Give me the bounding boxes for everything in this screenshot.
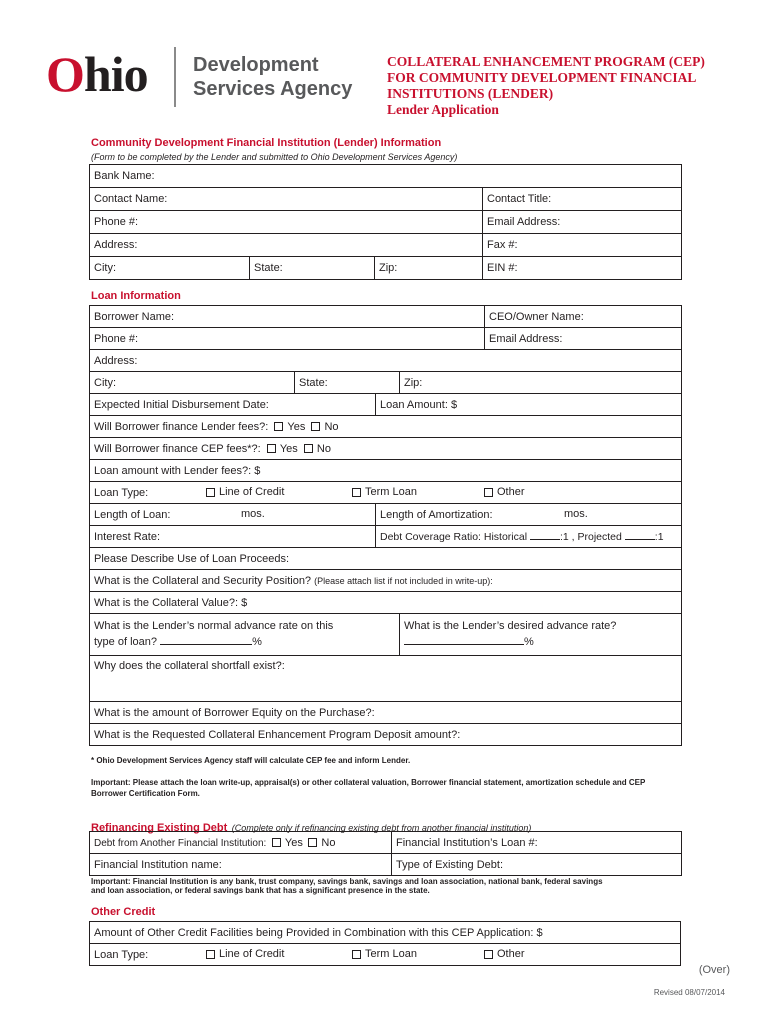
borrower-equity-field[interactable]: What is the amount of Borrower Equity on the Purchase?:: [90, 702, 682, 724]
over-indicator: (Over): [698, 964, 730, 976]
debt-from-other-institution-field: Debt from Another Financial Institution: Yes No: [90, 832, 392, 854]
type-of-debt-field[interactable]: Type of Existing Debt:: [392, 854, 682, 876]
borrower-name-field[interactable]: Borrower Name:: [90, 306, 485, 328]
finance-lender-fees-row: Will Borrower finance Lender fees?: Yes No: [90, 416, 682, 438]
loan-section-title: Loan Information: [91, 290, 181, 302]
refinancing-important-note: Important: Financial Institution is any bank, trust company, savings bank, savings and loan association, national bank, federal savings and loan association, or federal savings bank that has a significant presence in the state.: [91, 877, 603, 895]
other-credit-amount-field[interactable]: Amount of Other Credit Facilities being Provided in Combination with this CEP Application: $: [90, 922, 681, 944]
term-loan-checkbox[interactable]: [352, 488, 361, 497]
refinancing-heading: Refinancing Existing Debt (Complete only if refinancing existing debt from another financial institution): [91, 822, 532, 834]
line-of-credit-checkbox[interactable]: [206, 488, 215, 497]
lender-city-field[interactable]: City:: [90, 257, 250, 280]
other-credit-other-checkbox[interactable]: [484, 950, 493, 959]
lender-phone-field[interactable]: Phone #:: [90, 211, 483, 234]
lender-state-field[interactable]: State:: [250, 257, 375, 280]
collateral-value-field[interactable]: What is the Collateral Value?: $: [90, 592, 682, 614]
lender-address-field[interactable]: Address:: [90, 234, 483, 257]
other-loan-checkbox[interactable]: [484, 488, 493, 497]
refi-no-checkbox[interactable]: [308, 838, 317, 847]
lender-fees-yes-checkbox[interactable]: [274, 422, 283, 431]
lender-ein-field[interactable]: EIN #:: [483, 257, 682, 280]
borrower-city-field[interactable]: City:: [90, 372, 295, 394]
ceo-name-field[interactable]: CEO/Owner Name:: [485, 306, 682, 328]
borrower-state-field[interactable]: State:: [295, 372, 400, 394]
borrower-address-field[interactable]: Address:: [90, 350, 682, 372]
cep-fees-no-checkbox[interactable]: [304, 444, 313, 453]
institution-loan-number-field[interactable]: Financial Institution’s Loan #:: [392, 832, 682, 854]
contact-name-field[interactable]: Contact Name:: [90, 188, 483, 211]
logo-divider: [174, 47, 176, 107]
loan-amount-with-fees-field[interactable]: Loan amount with Lender fees?: $: [90, 460, 682, 482]
lender-section-subtitle: (Form to be completed by the Lender and submitted to Ohio Development Services Agency): [91, 152, 458, 162]
use-of-proceeds-field[interactable]: Please Describe Use of Loan Proceeds:: [90, 548, 682, 570]
collateral-shortfall-field[interactable]: Why does the collateral shortfall exist?:: [90, 656, 682, 702]
agency-name: [193, 53, 352, 101]
cep-fee-footnote: * Ohio Development Services Agency staff will calculate CEP fee and inform Lender.: [91, 756, 411, 765]
contact-title-field[interactable]: Contact Title:: [483, 188, 682, 211]
normal-advance-rate-field[interactable]: What is the Lender’s normal advance rate on this type of loan? %: [90, 614, 400, 656]
borrower-phone-field[interactable]: Phone #:: [90, 328, 485, 350]
other-credit-line-of-credit-checkbox[interactable]: [206, 950, 215, 959]
other-credit-term-loan-checkbox[interactable]: [352, 950, 361, 959]
bank-name-field[interactable]: Bank Name:: [90, 165, 682, 188]
debt-coverage-ratio-field[interactable]: Debt Coverage Ratio: Historical :1 , Projected :1: [376, 526, 682, 548]
lender-zip-field[interactable]: Zip:: [375, 257, 483, 280]
revision-date: Revised 08/07/2014: [653, 988, 725, 997]
refi-yes-checkbox[interactable]: [272, 838, 281, 847]
finance-cep-fees-row: Will Borrower finance CEP fees*?: Yes No: [90, 438, 682, 460]
lender-table: [89, 164, 682, 280]
borrower-email-field[interactable]: Email Address:: [485, 328, 682, 350]
agency-line-1: Development: [193, 54, 319, 76]
lender-email-field[interactable]: Email Address:: [483, 211, 682, 234]
agency-line-2: Services Agency: [193, 78, 353, 100]
interest-rate-field[interactable]: Interest Rate:: [90, 526, 376, 548]
ohio-logo: Ohio: [46, 46, 148, 102]
borrower-zip-field[interactable]: Zip:: [400, 372, 682, 394]
loan-type-row: Loan Type: Line of Credit Term Loan Other: [90, 482, 682, 504]
cep-deposit-field[interactable]: What is the Requested Collateral Enhancement Program Deposit amount?:: [90, 724, 682, 746]
other-credit-loan-type-row: Loan Type: Line of Credit Term Loan Other: [90, 944, 681, 966]
cep-fees-yes-checkbox[interactable]: [267, 444, 276, 453]
disbursement-date-field[interactable]: Expected Initial Disbursement Date:: [90, 394, 376, 416]
length-of-amortization-field[interactable]: Length of Amortization: mos.: [376, 504, 682, 526]
form-title: COLLATERAL ENHANCEMENT PROGRAM (CEP) FOR COMMUNITY DEVELOPMENT FINANCIAL INSTITUTIONS (LENDER) Lender Application: [387, 54, 705, 117]
desired-advance-rate-field[interactable]: What is the Lender’s desired advance rate? %: [400, 614, 682, 656]
institution-name-field[interactable]: Financial Institution name:: [90, 854, 392, 876]
loan-amount-field[interactable]: Loan Amount: $: [376, 394, 682, 416]
collateral-position-field[interactable]: What is the Collateral and Security Position? (Please attach list if not included in write-up):: [90, 570, 682, 592]
other-credit-table: [89, 921, 681, 966]
loan-important-note: Important: Please attach the loan write-up, appraisal(s) or other collateral valuation, Borrower financial statement, amortization schedule and CEP Borrower Certification Form.: [91, 778, 646, 798]
length-of-loan-field[interactable]: Length of Loan: mos.: [90, 504, 376, 526]
lender-section-title: Community Development Financial Institution (Lender) Information: [91, 137, 442, 149]
other-credit-section-title: Other Credit: [91, 906, 156, 918]
loan-table: [89, 305, 682, 746]
lender-fees-no-checkbox[interactable]: [311, 422, 320, 431]
lender-fax-field[interactable]: Fax #:: [483, 234, 682, 257]
refinancing-table: [89, 831, 682, 876]
